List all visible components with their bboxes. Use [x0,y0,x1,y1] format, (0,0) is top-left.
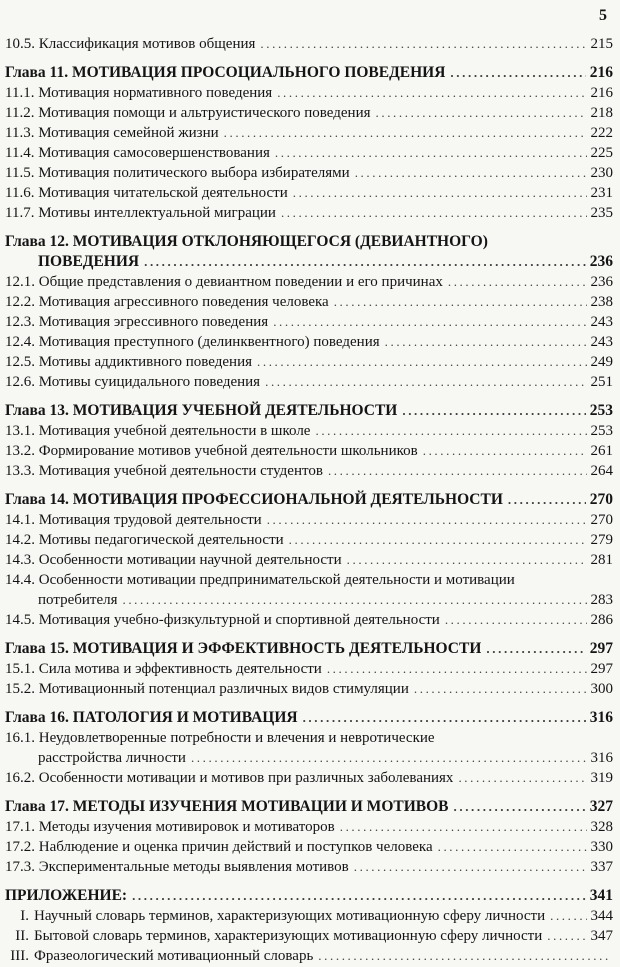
toc-page-ref: 230 [590,165,613,181]
toc-entry-label: Глава 14. МОТИВАЦИЯ ПРОФЕССИОНАЛЬНОЙ ДЕЯТЕЛЬНОСТИ [5,491,503,508]
page-number: 5 [599,7,607,24]
toc-page-ref: 215 [590,36,613,52]
toc-entry-label: 14.5. Мотивация учебно-физкультурной и спортивной деятельности [5,612,440,628]
toc-page-ref: 261 [590,443,613,459]
toc-item-row [5,143,613,163]
toc-item-row [5,332,613,352]
toc-entry-label: 11.5. Мотивация политического выбора избирателями [5,165,350,181]
dot-leader [458,768,586,788]
toc-item-row [5,728,613,748]
dot-leader [281,203,587,223]
toc-entry-label: 12.5. Мотивы аддиктивного поведения [5,354,252,370]
dot-leader [289,530,587,550]
dot-leader [486,639,585,659]
toc-page-ref: 327 [589,798,613,815]
dot-leader [293,183,587,203]
toc-page-ref: 286 [590,612,613,628]
toc-page-ref: 243 [590,314,613,330]
toc-entry-label: ПРИЛОЖЕНИЕ: [5,887,128,904]
toc-entry-label: 11.2. Мотивация помощи и альтруистического поведения [5,105,371,121]
toc-item-row [5,183,613,203]
toc-page-ref: 347 [590,928,613,944]
dot-leader [340,817,587,837]
toc-item-row [5,312,613,332]
toc-page-ref: 283 [590,592,613,608]
dot-leader [275,143,587,163]
toc-entry-label: 17.3. Экспериментальные методы выявления мотивов [5,859,349,875]
toc-page-ref: 216 [589,64,613,81]
dot-leader [347,550,587,570]
toc-page-ref: 316 [589,709,613,726]
dot-leader [354,857,587,877]
toc-entry-label: 11.1. Мотивация нормативного поведения [5,85,273,101]
toc-entry-label: 10.5. Классификация мотивов общения [5,36,256,52]
dot-leader [315,421,586,441]
dot-leader [355,163,587,183]
toc-page-ref: 253 [589,402,613,419]
toc-item-row [5,123,613,143]
toc-item-row [5,530,613,550]
dot-leader [327,659,587,679]
toc-page-ref: 316 [590,750,613,766]
toc-page-ref: 270 [590,512,613,528]
dot-leader [260,34,586,54]
toc-chapter-row [5,232,613,252]
toc-chapter-row [5,490,613,510]
toc-entry-label: 12.6. Мотивы суицидального поведения [5,374,261,390]
appendix-numeral: II. [15,928,29,944]
toc-page-ref: 297 [589,640,613,657]
toc-chapter-row [5,63,613,83]
toc-page-ref: 236 [589,253,613,270]
toc-entry-label: 15.2. Мотивационный потенциал различных видов стимуляции [5,681,409,697]
toc-item-row [5,857,613,877]
toc-entry-label: Глава 13. МОТИВАЦИЯ УЧЕБНОЙ ДЕЯТЕЛЬНОСТИ [5,402,398,419]
toc-entry-label: 11.4. Мотивация самосовершенствования [5,145,270,161]
toc-entry-label: 12.1. Общие представления о девиантном поведении и его причинах [5,274,443,290]
toc-entry-label: 13.1. Мотивация учебной деятельности в школе [5,423,311,439]
toc-page-ref: 319 [590,770,613,786]
dot-leader [273,312,586,332]
toc-page-ref: 236 [590,274,613,290]
toc-item-row [5,272,613,292]
dot-leader [303,708,586,728]
dot-leader [132,886,586,906]
toc-entry-label: 14.2. Мотивы педагогической деятельности [5,532,284,548]
dot-leader [267,510,587,530]
toc-entry-label: 15.1. Сила мотива и эффективность деятельности [5,661,322,677]
dot-leader [144,252,586,272]
dot-leader [318,946,610,966]
toc-item-row [5,679,613,699]
toc-item-row [5,590,613,610]
toc-item-row [5,203,613,223]
toc-entry-label: 11.6. Мотивация читательской деятельности [5,185,288,201]
toc-chapter-row [5,401,613,421]
toc-page-ref: 337 [590,859,613,875]
table-of-contents [5,34,613,966]
toc-entry-label: Глава 11. МОТИВАЦИЯ ПРОСОЦИАЛЬНОГО ПОВЕДЕНИЯ [5,64,446,81]
dot-leader [445,610,587,630]
toc-page-ref: 251 [590,374,613,390]
toc-entry-label: 13.3. Мотивация учебной деятельности студентов [5,463,323,479]
toc-entry-label: Фразеологический мотивационный словарь [34,948,314,964]
toc-page-ref: 281 [590,552,613,568]
toc-entry-label: Глава 16. ПАТОЛОГИЯ И МОТИВАЦИЯ [5,709,298,726]
dot-leader [122,590,586,610]
toc-page-ref: 270 [589,491,613,508]
toc-page-ref: 225 [590,145,613,161]
dot-leader [385,332,587,352]
appendix-numeral: I. [20,908,29,924]
toc-entry-label: 16.2. Особенности мотивации и мотивов при различных заболеваниях [5,770,454,786]
toc-page-ref: 243 [590,334,613,350]
toc-page-ref: 297 [590,661,613,677]
toc-entry-label: 14.1. Мотивация трудовой деятельности [5,512,262,528]
toc-item-row [5,34,613,54]
dot-leader [402,401,585,421]
toc-entry-label: 17.1. Методы изучения мотивировок и мотиваторов [5,819,335,835]
toc-item-row [5,163,613,183]
toc-item-row [5,610,613,630]
toc-item-row [5,659,613,679]
dot-leader [448,272,587,292]
dot-leader [450,63,585,83]
toc-page-ref: 341 [589,887,613,904]
toc-item-row [5,83,613,103]
dot-leader [438,837,587,857]
toc-page-ref: 238 [590,294,613,310]
toc-entry-label: 14.3. Особенности мотивации научной деятельности [5,552,342,568]
toc-entry-label: 11.7. Мотивы интеллектуальной миграции [5,205,276,221]
toc-entry-label: 16.1. Неудовлетворенные потребности и влечения и невротические [5,730,435,746]
toc-item-row [5,837,613,857]
toc-entry-label: 13.2. Формирование мотивов учебной деятельности школьников [5,443,418,459]
toc-entry-label: 12.3. Мотивация эгрессивного поведения [5,314,269,330]
toc-page-ref: 344 [590,908,613,924]
toc-entry-label: 12.4. Мотивация преступного (делинквентного) поведения [5,334,380,350]
dot-leader [550,906,586,926]
toc-item-row [5,768,613,788]
toc-entry-label: Глава 17. МЕТОДЫ ИЗУЧЕНИЯ МОТИВАЦИИ И МОТИВОВ [5,798,449,815]
appendix-numeral: III. [10,948,29,964]
toc-item-row [5,461,613,481]
dot-leader [277,83,586,103]
toc-item-row [5,946,613,966]
dot-leader [224,123,587,143]
toc-entry-label: Глава 12. МОТИВАЦИЯ ОТКЛОНЯЮЩЕГОСЯ (ДЕВИАНТНОГО) [5,233,488,250]
toc-item-row [5,570,613,590]
toc-page-ref: 218 [590,105,613,121]
toc-entry-label: потребителя [38,592,118,608]
toc-item-row [5,926,613,946]
toc-item-row [5,352,613,372]
toc-item-row [5,441,613,461]
toc-item-row [5,906,613,926]
toc-item-row [5,510,613,530]
dot-leader [423,441,587,461]
toc-page-ref: 300 [590,681,613,697]
toc-item-row [5,817,613,837]
toc-page-ref: 231 [590,185,613,201]
toc-page-ref: 330 [590,839,613,855]
toc-page-ref: 264 [590,463,613,479]
dot-leader [414,679,587,699]
toc-chapter-row [5,708,613,728]
toc-entry-label: Научный словарь терминов, характеризующих мотивационную сферу личности [34,908,546,924]
toc-page-ref: 216 [590,85,613,101]
toc-item-row [5,292,613,312]
toc-chapter-row [5,797,613,817]
dot-leader [454,797,586,817]
toc-entry-label: 12.2. Мотивация агрессивного поведения человека [5,294,329,310]
toc-entry-label: 17.2. Наблюдение и оценка причин действий и поступков человека [5,839,433,855]
dot-leader [265,372,586,392]
toc-entry-label: Глава 15. МОТИВАЦИЯ И ЭФФЕКТИВНОСТЬ ДЕЯТЕЛЬНОСТИ [5,640,482,657]
toc-entry-label: 14.4. Особенности мотивации предпринимательской деятельности и мотивации [5,572,515,588]
toc-item-row [5,421,613,441]
toc-chapter-row [5,252,613,272]
toc-item-row [5,103,613,123]
toc-item-row [5,550,613,570]
toc-entry-label: Бытовой словарь терминов, характеризующих мотивационную сферу личности [34,928,543,944]
dot-leader [376,103,587,123]
toc-chapter-row [5,639,613,659]
toc-item-row [5,748,613,768]
toc-page-ref: 279 [590,532,613,548]
toc-page-ref: 253 [590,423,613,439]
dot-leader [547,926,586,946]
dot-leader [508,490,586,510]
toc-entry-label: расстройства личности [38,750,186,766]
toc-page-ref: 222 [590,125,613,141]
dot-leader [257,352,587,372]
toc-entry-label: 11.3. Мотивация семейной жизни [5,125,219,141]
toc-page-ref: 328 [590,819,613,835]
toc-item-row [5,372,613,392]
dot-leader [191,748,587,768]
toc-page-ref: 249 [590,354,613,370]
toc-chapter-row [5,886,613,906]
toc-entry-label: ПОВЕДЕНИЯ [38,253,140,270]
dot-leader [328,461,587,481]
dot-leader [334,292,587,312]
toc-page-ref: 235 [590,205,613,221]
